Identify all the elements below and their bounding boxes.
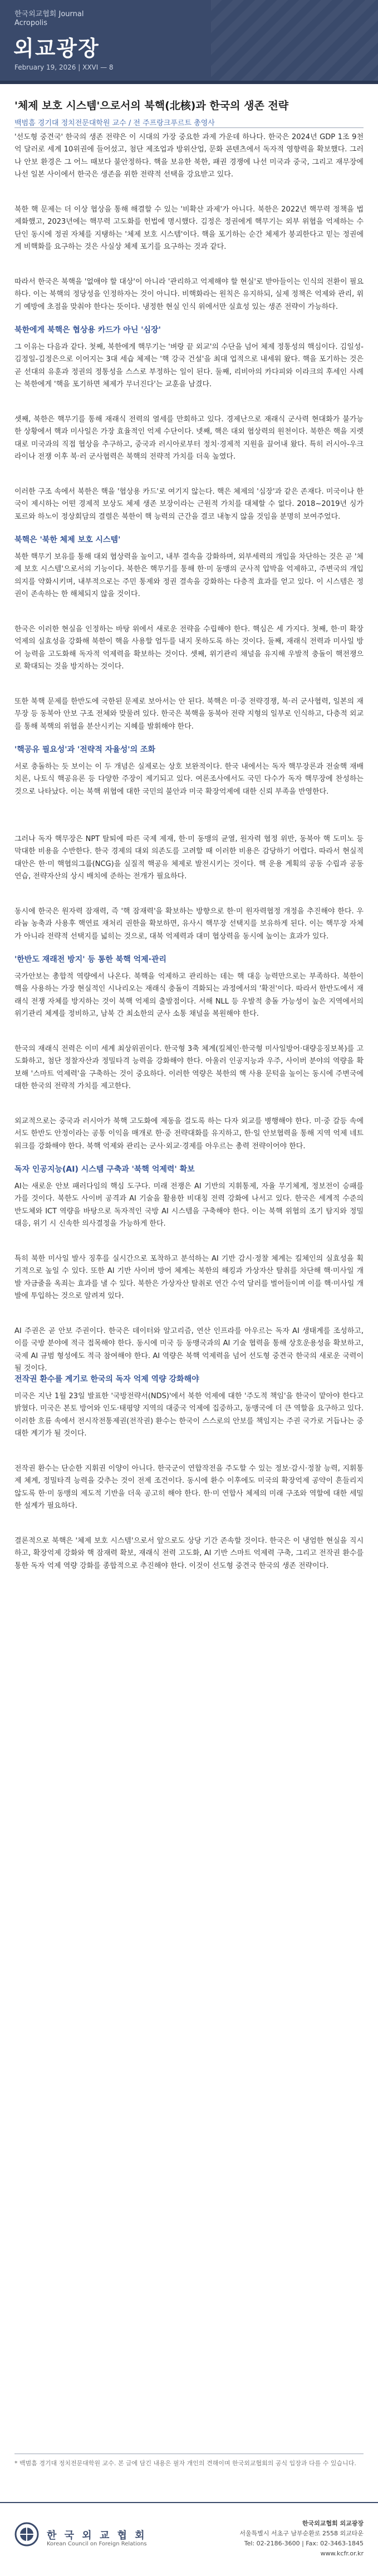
org-logo [14,2522,159,2555]
body-paragraph: 그 이유는 다음과 같다. 첫째, 북한에게 핵무기는 '벼랑 끝 외교'의 수단을 넘어 체제 정통성의 핵심이다. 김일성-김정일-김정은으로 이어지는 3대 세습 체제는 '핵 강국 건설'을 최대 업적으로 내세워 왔다. 핵을 포기하는 것은 곧 선대의 유훈과 정권의 정통성을 스스로 부정하는 일이 된다. 둘째, 리비아의 카다피와 이라크의 후세인 사례는 북한에게 '핵을 포기하면 체제가 무너진다'는 교훈을 남겼다. [14,343,364,389]
article-title: '체제 보호 시스템'으로서의 북핵(北核)과 한국의 생존 전략 [14,100,289,112]
body-paragraph: 또한 북핵 문제를 한반도에 국한된 문제로 보아서는 안 된다. 북핵은 미·중 전략경쟁, 북·러 군사협력, 일본의 재무장 등 동북아 안보 구조 전체와 맞물려 있다. 한국은 북핵을 동북아 전략 지형의 일부로 인식하고, 다층적 외교를 통해 북핵의 위협을 분산시키는 지혜를 발휘해야 한다. [14,697,364,731]
header-pattern [211,0,378,84]
body-paragraph: 북한 핵무기 보유를 통해 대외 협상력을 높이고, 내부 결속을 강화하며, 외부세력의 개입을 차단하는 것은 곧 '체제 보호 시스템'으로서의 기능이다. 북한은 핵무기를 통해 한·미 동맹의 군사적 압박을 억제하고, 주변국의 개입 의지를 약화시키며, 내부적으로는 주민 통제와 정권 결속을 강화하는 다층적 효과를 얻고 있다. 이 시스템은 정권이 존속하는 한 해체되지 않을 것이다. [14,553,364,599]
body-paragraph: 결론적으로 북핵은 '체제 보호 시스템'으로서 앞으로도 상당 기간 존속할 것이다. 한국은 이 냉엄한 현실을 직시하고, 확장억제 강화와 핵 잠재력 확보, 재래식 전력 고도화, AI 기반 스마트 억제력 구축, 그리고 전작권 환수를 통한 독자 억제 역량 강화를 종합적으로 추진해야 한다. 이것이 선도형 중견국 한국의 생존 전략이다. [14,1537,364,1570]
footer-org: 한국외교협회 외교광장 [302,2520,364,2527]
contact-info [180,2519,364,2559]
section-heading: '한반도 재래전 방지' 등 통한 북핵 억제·관리 [14,955,167,964]
body-paragraph: 이러한 구조 속에서 북한은 핵을 '협상용 카드'로 여기지 않는다. 핵은 체제의 '심장'과 같은 존재다. 미국이나 한국이 제시하는 어떤 경제적 보상도 체제 생존 보장이라는 근원적 가치를 대체할 수 없다. 2018~2019년 싱가포르와 하노이 정상회담의 결렬은 북한이 핵 능력의 근간을 결코 내놓지 않을 것임을 분명히 보여주었다. [14,488,364,521]
body-paragraph: AI는 새로운 안보 패러다임의 핵심 도구다. 미래 전쟁은 AI 기반의 지휘통제, 자율 무기체계, 정보전이 승패를 가를 것이다. 북한도 사이버 공격과 AI 기술을 활용한 비대칭 전력 강화에 나서고 있다. 한국은 세계적 수준의 반도체와 ICT 역량을 바탕으로 독자적인 국방 AI 시스템을 구축해야 한다. 이는 북핵 위협의 조기 탐지와 정밀 대응, 위기 시 신속한 의사결정을 가능하게 한다. [14,1182,364,1228]
section-heading: 북한에게 북핵은 협상용 카드가 아닌 '심장' [14,326,161,335]
footer-address: 서울특별시 서초구 남부순환로 2558 외교타운 [239,2530,364,2537]
article-body [14,131,364,1572]
body-paragraph: 전작권 환수는 단순한 지휘권 이양이 아니다. 한국군이 연합작전을 주도할 수 있는 정보·감시·정찰 능력, 지휘통제 체계, 정밀타격 능력을 갖추는 것이 전제 조건이다. 동시에 환수 이후에도 미국의 확장억제 공약이 흔들리지 않도록 한·미 동맹의 제도적 기반을 더욱 공고히 해야 한다. 한·미 연합사 체제의 미래 구조와 역할에 대한 세밀한 설계가 필요하다. [14,1464,364,1511]
footer-website-link[interactable]: www.kcfr.or.kr [320,2550,364,2557]
intro-paragraph: 북한 핵 문제는 더 이상 협상을 통해 해결할 수 있는 '비확산 과제'가 아니다. 북한은 2022년 핵무력 정책을 법제화했고, 2023년에는 핵무력 고도화를 헌법에 명시했다. 김정은 정권에게 핵무기는 외부 위협을 억제하는 수단인 동시에 정권 자체를 지탱하는 '체제 보호 시스템'이다. 핵을 포기하는 순간 체제가 붕괴한다고 믿는 정권에게 비핵화를 요구하는 것은 사실상 체제 포기를 요구하는 것과 같다. [14,205,364,252]
body-paragraph: 그러나 독자 핵무장은 NPT 탈퇴에 따른 국제 제재, 한·미 동맹의 균열, 원자력 협정 위반, 동북아 핵 도미노 등 막대한 비용을 수반한다. 한국 경제의 대외 의존도를 고려할 때 이러한 비용은 감당하기 어렵다. 따라서 현실적 대안은 한·미 핵협의그룹(NCG)을 실질적 핵공유 체제로 발전시키는 것이다. 핵 운용 계획의 공동 수립과 공동 연습, 전략자산의 상시 배치에 준하는 전개가 필요하다. [14,835,364,881]
issue-info: February 19, 2026 | XXVI — 8 [14,63,114,71]
logo-text: 한 국 외 교 협 회 [47,2530,147,2541]
body-paragraph: 미국은 지난 1월 23일 발표한 '국방전략서(NDS)'에서 북한 억제에 대한 '주도적 책임'을 한국이 맡아야 한다고 밝혔다. 미국은 본토 방어와 인도·태평양 지역의 대중국 억제에 집중하고, 동맹국에 더 큰 역할을 요구하고 있다. 이러한 흐름 속에서 전시작전통제권(전작권) 환수는 한국이 스스로의 안보를 책임지는 주권 국가로 거듭나는 중대한 계기가 될 것이다. [14,1392,364,1438]
masthead-title: 외교광장 [13,36,100,61]
title-divider [14,127,364,128]
header-band [0,81,378,84]
body-paragraph: 한국은 이러한 현실을 인정하는 바탕 위에서 새로운 전략을 수립해야 한다. 핵심은 세 가지다. 첫째, 한·미 확장억제의 실효성을 강화해 북한이 핵을 사용할 엄두를 내지 못하도록 하는 것이다. 둘째, 재래식 전력과 미사일 방어 능력을 고도화해 독자적 억제력을 확보하는 것이다. 셋째, 위기관리 채널을 유지해 우발적 충돌이 핵전쟁으로 확대되는 것을 방지하는 것이다. [14,625,364,671]
intro-paragraph: 따라서 한국은 북핵을 '없애야 할 대상'이 아니라 '관리하고 억제해야 할 현실'로 받아들이는 인식의 전환이 필요하다. 이는 북핵의 정당성을 인정하자는 것이 아니다. 비핵화라는 원칙은 유지하되, 실제 정책은 억제와 관리, 위기 예방에 초점을 맞춰야 한다는 뜻이다. 냉정한 현실 인식 위에서만 실효성 있는 생존 전략이 가능하다. [14,278,364,311]
section-heading: 북핵은 '북한 체제 보호 시스템' [14,535,121,544]
body-paragraph: 동시에 한국은 원자력 잠재력, 즉 '핵 잠재력'을 확보하는 방향으로 한·미 원자력협정 개정을 추진해야 한다. 우라늄 농축과 사용후 핵연료 재처리 권한을 확보하면, 유사시 핵무장 선택지를 보유하게 된다. 이는 핵무장 자체가 아니라 전략적 선택지를 넓히는 것으로, 대북 억제력과 대미 협상력을 동시에 높이는 효과가 있다. [14,907,364,941]
body-paragraph: 국가안보는 총합적 역량에서 나온다. 북핵을 억제하고 관리하는 데는 핵 대응 능력만으로는 부족하다. 북한이 핵을 사용하는 가장 현실적인 시나리오는 재래식 충돌이 격화되는 과정에서의 '확전'이다. 따라서 한반도에서 재래식 전쟁 자체를 방지하는 것이 북핵 억제의 출발점이다. 서해 NLL 등 우발적 충돌 가능성이 높은 지역에서의 위기관리 체계를 정비하고, 남북 간 최소한의 군사 소통 채널을 복원해야 한다. [14,972,364,1019]
section-heading: 독자 인공지능(AI) 시스템 구축과 '북핵 억제력' 확보 [14,1165,195,1174]
footer-phone: Tel: 02-2186-3600 | Fax: 02-3463-1845 [244,2540,364,2547]
logo-emblem-icon [14,2522,39,2546]
journal-org [14,10,84,28]
section-heading: 전작권 환수를 계기로 한국의 독자 억제 역량 강화해야 [14,1375,199,1384]
body-paragraph: 서로 충돌하는 듯 보이는 이 두 개념은 실제로는 상호 보완적이다. 한국 내에서는 독자 핵무장론과 전술핵 재배치론, 나토식 핵공유론 등 다양한 주장이 제기되고 있다. 여론조사에서도 국민 다수가 독자 핵무장에 찬성하는 것으로 나타났다. 이는 북핵 위협에 대한 국민의 불안과 미국 확장억제에 대한 신뢰 부족을 반영한다. [14,763,364,796]
footnote: * 백범흠 경기대 정치전문대학원 교수. 본 글에 담긴 내용은 필자 개인의 견해이며 한국외교협회의 공식 입장과 다를 수 있습니다. [14,2460,356,2467]
logo-subtext: Korean Council on Foreign Relations [47,2541,147,2547]
page-footer [0,2502,378,2576]
article-author: 백범흠 경기대 정치전문대학원 교수 / 전 주프랑크푸르트 총영사 [14,119,215,127]
journal-org-line2: Acropolis [14,19,48,27]
intro-paragraph: '선도형 중견국' 한국의 생존 전략은 이 시대의 가장 중요한 과제 가운데 하나다. 한국은 2024년 GDP 1조 9천억 달러로 세계 10위권에 들어섰고, 첨단 제조업과 방위산업, 문화 콘텐츠에서 독자적 영향력을 확보했다. 그러나 안보 환경은 그 어느 때보다 불안정하다. 핵을 보유한 북한, 패권 경쟁에 나선 미국과 중국, 그리고 재무장에 나선 일본 사이에서 한국은 생존을 위한 전략적 선택을 강요받고 있다. [14,133,364,179]
section-heading: '핵공유 필요성'과 '전략적 자율성'의 조화 [14,745,156,754]
body-paragraph: 외교적으로는 중국과 러시아가 북핵 고도화에 제동을 걸도록 하는 다자 외교를 병행해야 한다. 미·중 갈등 속에서도 한반도 안정이라는 공통 이익을 매개로 한·중 전략대화를 유지하고, 한·일 안보협력을 통해 지역 억제 네트워크를 강화해야 한다. 북핵 억제와 관리는 군사·외교·경제를 아우르는 총력 전략이어야 한다. [14,1117,364,1151]
body-paragraph: 한국의 재래식 전력은 이미 세계 최상위권이다. 한국형 3축 체계(킬체인·한국형 미사일방어·대량응징보복)를 고도화하고, 첨단 정찰자산과 정밀타격 능력을 강화해야 한다. 아울러 인공지능과 우주, 사이버 분야의 역량을 확보해 '스마트 억제력'을 구축하는 것이 중요하다. 이러한 역량은 북한의 핵 사용 문턱을 높이는 동시에 주변국에 대한 한국의 전략적 가치를 제고한다. [14,1045,364,1091]
journal-org-line1: 한국외교협회 Journal [14,10,84,18]
body-paragraph: AI 주권은 곧 안보 주권이다. 한국은 데이터와 알고리즘, 연산 인프라를 아우르는 독자 AI 생태계를 조성하고, 이를 국방 분야에 적극 접목해야 한다. 동시에 미국 등 동맹국과의 AI 기술 협력을 통해 상호운용성을 확보하고, 국제 AI 규범 형성에도 적극 참여해야 한다. AI 역량은 북핵 억제력을 넘어 선도형 중견국 한국의 새로운 국력이 될 것이다. [14,1327,364,1373]
body-paragraph: 셋째, 북한은 핵무기를 통해 재래식 전력의 열세를 만회하고 있다. 경제난으로 재래식 군사력 현대화가 불가능한 상황에서 핵과 미사일은 가장 효율적인 억제 수단이다. 넷째, 핵은 대외 협상력의 원천이다. 북한은 핵을 지렛대로 미국과의 직접 협상을 추구하고, 중국과 러시아로부터 정치·경제적 지원을 끌어내 왔다. 특히 러시아-우크라이나 전쟁 이후 북·러 군사협력은 북핵의 전략적 가치를 더욱 높였다. [14,415,364,461]
body-paragraph: 특히 북한 미사일 발사 징후를 실시간으로 포착하고 분석하는 AI 기반 감시·정찰 체계는 킬체인의 실효성을 획기적으로 높일 수 있다. 또한 AI 기반 사이버 방어 체계는 북한의 해킹과 가상자산 탈취를 차단해 핵·미사일 개발 자금줄을 옥죄는 효과를 낼 수 있다. 북한은 가상자산 탈취로 연간 수억 달러를 벌어들이며 이를 핵·미사일 개발에 투입하는 것으로 알려져 있다. [14,1255,364,1301]
masthead-header [0,0,378,84]
